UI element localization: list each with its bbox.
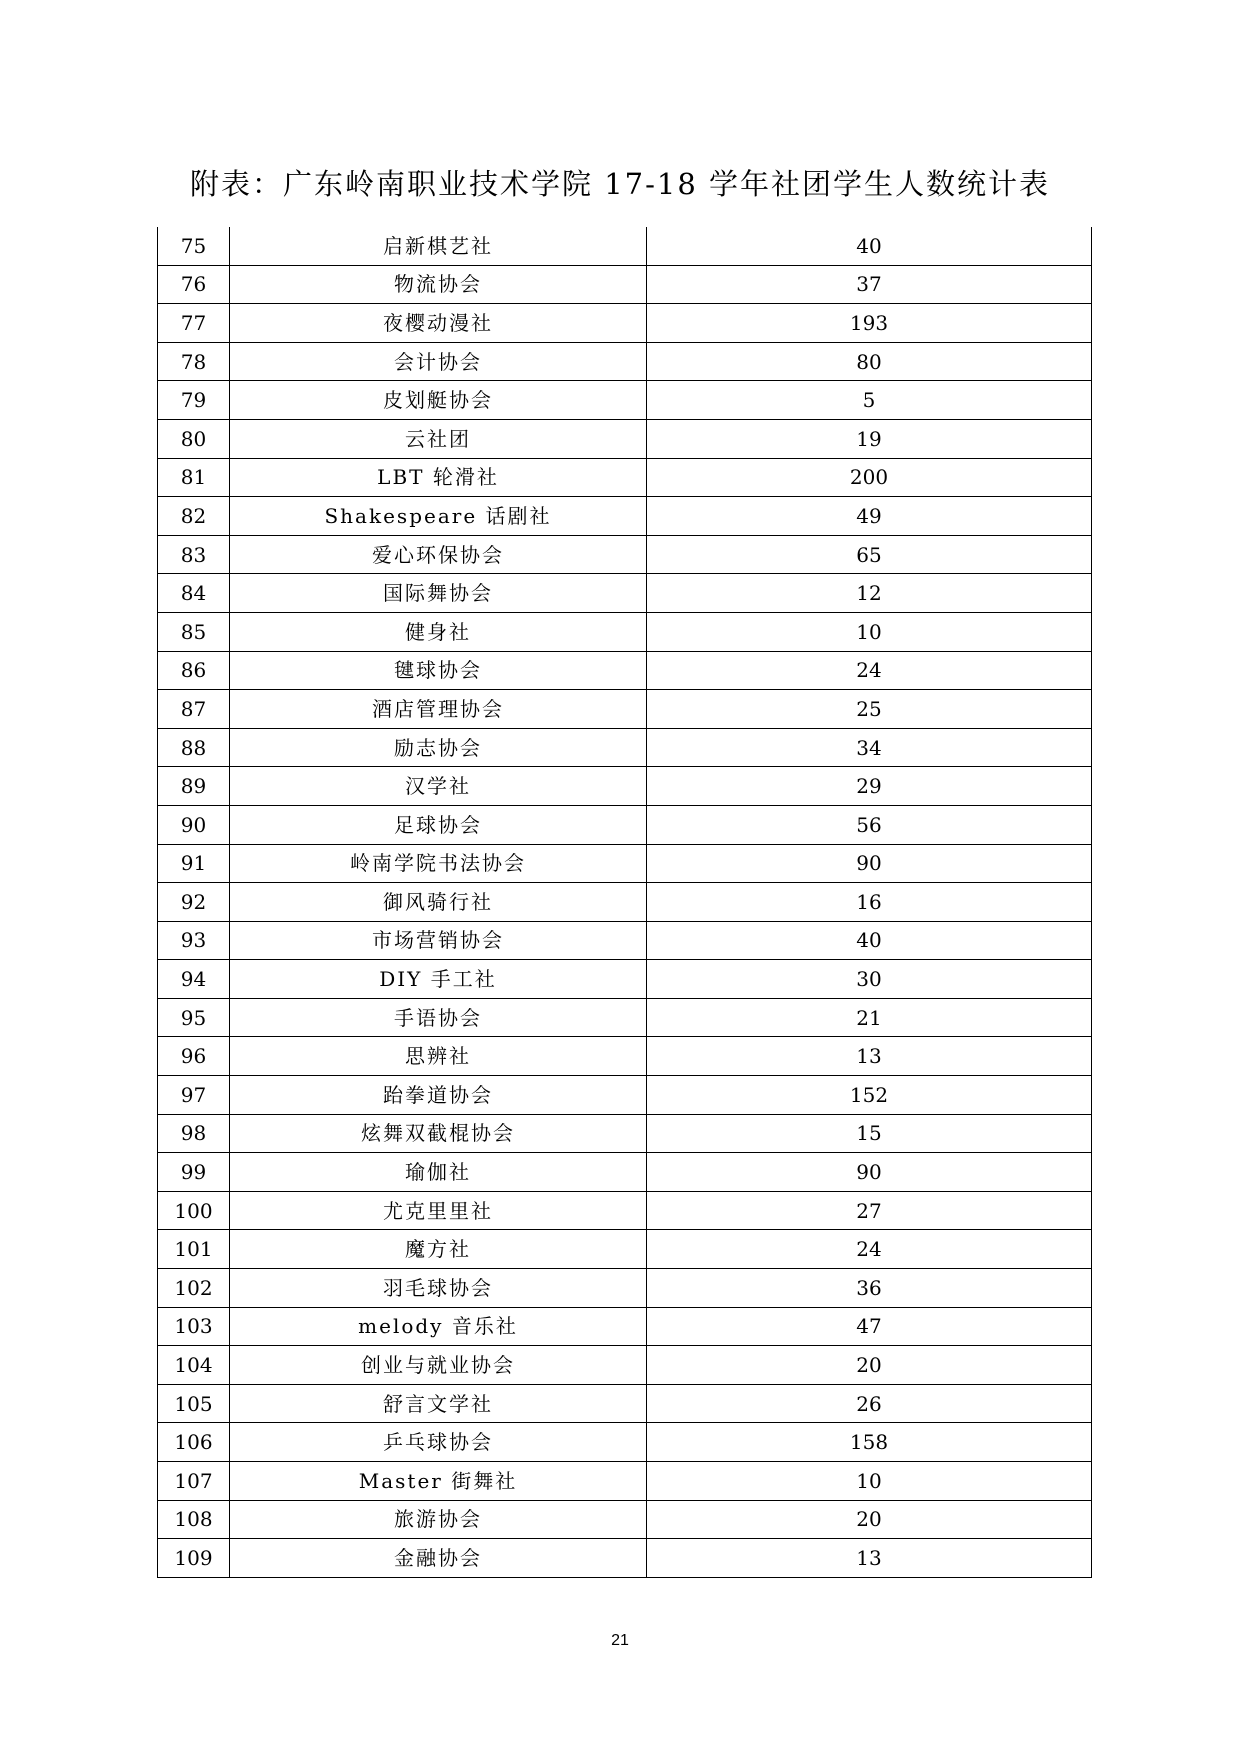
member-count-cell: 16 <box>647 883 1092 922</box>
club-name-cell: 国际舞协会 <box>230 574 647 613</box>
club-name-cell: 物流协会 <box>230 265 647 304</box>
club-name-cell: 旅游协会 <box>230 1500 647 1539</box>
member-count-cell: 47 <box>647 1307 1092 1346</box>
table-row <box>158 1384 1092 1423</box>
member-count-cell: 80 <box>647 342 1092 381</box>
table-row <box>158 767 1092 806</box>
club-name-cell: 羽毛球协会 <box>230 1269 647 1308</box>
page-number: 21 <box>611 1632 629 1649</box>
member-count-cell: 19 <box>647 419 1092 458</box>
club-name-cell: 尤克里里社 <box>230 1191 647 1230</box>
club-name-cell: 会计协会 <box>230 342 647 381</box>
member-count-cell: 40 <box>647 227 1092 265</box>
member-count-cell: 10 <box>647 1462 1092 1501</box>
table-row <box>158 1230 1092 1269</box>
club-name-cell: 健身社 <box>230 612 647 651</box>
club-name-cell: 夜樱动漫社 <box>230 304 647 343</box>
club-name-cell: 足球协会 <box>230 805 647 844</box>
table-row <box>158 458 1092 497</box>
page-title: 附表：广东岭南职业技术学院 17-18 学年社团学生人数统计表 <box>189 167 1051 201</box>
member-count-cell: 158 <box>647 1423 1092 1462</box>
row-number-cell: 88 <box>158 728 230 767</box>
table-row <box>158 883 1092 922</box>
table-row <box>158 805 1092 844</box>
club-name-cell: 汉学社 <box>230 767 647 806</box>
table-row <box>158 690 1092 729</box>
row-number-cell: 75 <box>158 227 230 265</box>
row-number-cell: 84 <box>158 574 230 613</box>
table-row <box>158 1037 1092 1076</box>
table-row <box>158 1307 1092 1346</box>
club-name-cell: 魔方社 <box>230 1230 647 1269</box>
member-count-cell: 25 <box>647 690 1092 729</box>
table-row <box>158 921 1092 960</box>
row-number-cell: 90 <box>158 805 230 844</box>
member-count-cell: 36 <box>647 1269 1092 1308</box>
table-row <box>158 998 1092 1037</box>
table-row <box>158 497 1092 536</box>
row-number-cell: 98 <box>158 1114 230 1153</box>
club-statistics-table <box>157 227 1092 1578</box>
member-count-cell: 5 <box>647 381 1092 420</box>
row-number-cell: 91 <box>158 844 230 883</box>
club-name-cell: 市场营销协会 <box>230 921 647 960</box>
row-number-cell: 79 <box>158 381 230 420</box>
table-row <box>158 1153 1092 1192</box>
row-number-cell: 76 <box>158 265 230 304</box>
club-name-cell: 毽球协会 <box>230 651 647 690</box>
table-row <box>158 1500 1092 1539</box>
table-row <box>158 1114 1092 1153</box>
row-number-cell: 81 <box>158 458 230 497</box>
table-row <box>158 227 1092 265</box>
row-number-cell: 82 <box>158 497 230 536</box>
member-count-cell: 30 <box>647 960 1092 999</box>
member-count-cell: 200 <box>647 458 1092 497</box>
row-number-cell: 94 <box>158 960 230 999</box>
member-count-cell: 34 <box>647 728 1092 767</box>
table-row <box>158 1423 1092 1462</box>
member-count-cell: 21 <box>647 998 1092 1037</box>
club-name-cell: 启新棋艺社 <box>230 227 647 265</box>
member-count-cell: 20 <box>647 1500 1092 1539</box>
member-count-cell: 27 <box>647 1191 1092 1230</box>
club-name-cell: 炫舞双截棍协会 <box>230 1114 647 1153</box>
row-number-cell: 87 <box>158 690 230 729</box>
row-number-cell: 83 <box>158 535 230 574</box>
row-number-cell: 105 <box>158 1384 230 1423</box>
table-row <box>158 265 1092 304</box>
member-count-cell: 56 <box>647 805 1092 844</box>
club-name-cell: 岭南学院书法协会 <box>230 844 647 883</box>
table-row <box>158 1269 1092 1308</box>
member-count-cell: 24 <box>647 1230 1092 1269</box>
table-row <box>158 419 1092 458</box>
table-row <box>158 535 1092 574</box>
row-number-cell: 78 <box>158 342 230 381</box>
club-name-cell: Master 街舞社 <box>230 1462 647 1501</box>
table-row <box>158 960 1092 999</box>
member-count-cell: 24 <box>647 651 1092 690</box>
row-number-cell: 86 <box>158 651 230 690</box>
row-number-cell: 97 <box>158 1076 230 1115</box>
table-row <box>158 574 1092 613</box>
table-row <box>158 1462 1092 1501</box>
table-row <box>158 844 1092 883</box>
member-count-cell: 26 <box>647 1384 1092 1423</box>
row-number-cell: 85 <box>158 612 230 651</box>
row-number-cell: 100 <box>158 1191 230 1230</box>
row-number-cell: 103 <box>158 1307 230 1346</box>
row-number-cell: 80 <box>158 419 230 458</box>
club-name-cell: Shakespeare 话剧社 <box>230 497 647 536</box>
table-row <box>158 1346 1092 1385</box>
club-name-cell: LBT 轮滑社 <box>230 458 647 497</box>
club-name-cell: 云社团 <box>230 419 647 458</box>
club-name-cell: 手语协会 <box>230 998 647 1037</box>
row-number-cell: 102 <box>158 1269 230 1308</box>
row-number-cell: 77 <box>158 304 230 343</box>
table-row <box>158 612 1092 651</box>
table-row <box>158 1076 1092 1115</box>
member-count-cell: 12 <box>647 574 1092 613</box>
table-row <box>158 381 1092 420</box>
table-body <box>158 227 1092 1577</box>
club-name-cell: 酒店管理协会 <box>230 690 647 729</box>
club-name-cell: 跆拳道协会 <box>230 1076 647 1115</box>
row-number-cell: 107 <box>158 1462 230 1501</box>
club-name-cell: 创业与就业协会 <box>230 1346 647 1385</box>
member-count-cell: 10 <box>647 612 1092 651</box>
row-number-cell: 93 <box>158 921 230 960</box>
table-row <box>158 651 1092 690</box>
row-number-cell: 92 <box>158 883 230 922</box>
row-number-cell: 108 <box>158 1500 230 1539</box>
member-count-cell: 13 <box>647 1539 1092 1578</box>
row-number-cell: 95 <box>158 998 230 1037</box>
row-number-cell: 96 <box>158 1037 230 1076</box>
club-name-cell: 瑜伽社 <box>230 1153 647 1192</box>
row-number-cell: 101 <box>158 1230 230 1269</box>
row-number-cell: 89 <box>158 767 230 806</box>
club-name-cell: 励志协会 <box>230 728 647 767</box>
member-count-cell: 90 <box>647 1153 1092 1192</box>
member-count-cell: 152 <box>647 1076 1092 1115</box>
club-name-cell: 皮划艇协会 <box>230 381 647 420</box>
table-row <box>158 1539 1092 1578</box>
club-name-cell: DIY 手工社 <box>230 960 647 999</box>
row-number-cell: 99 <box>158 1153 230 1192</box>
member-count-cell: 15 <box>647 1114 1092 1153</box>
member-count-cell: 49 <box>647 497 1092 536</box>
member-count-cell: 29 <box>647 767 1092 806</box>
member-count-cell: 13 <box>647 1037 1092 1076</box>
member-count-cell: 65 <box>647 535 1092 574</box>
member-count-cell: 40 <box>647 921 1092 960</box>
row-number-cell: 106 <box>158 1423 230 1462</box>
club-name-cell: 爱心环保协会 <box>230 535 647 574</box>
row-number-cell: 109 <box>158 1539 230 1578</box>
member-count-cell: 20 <box>647 1346 1092 1385</box>
club-name-cell: 金融协会 <box>230 1539 647 1578</box>
table-row <box>158 728 1092 767</box>
member-count-cell: 37 <box>647 265 1092 304</box>
member-count-cell: 193 <box>647 304 1092 343</box>
row-number-cell: 104 <box>158 1346 230 1385</box>
club-name-cell: 御风骑行社 <box>230 883 647 922</box>
club-name-cell: melody 音乐社 <box>230 1307 647 1346</box>
club-name-cell: 思辨社 <box>230 1037 647 1076</box>
club-name-cell: 乒乓球协会 <box>230 1423 647 1462</box>
club-name-cell: 舒言文学社 <box>230 1384 647 1423</box>
table-row <box>158 304 1092 343</box>
table-row <box>158 342 1092 381</box>
table-row <box>158 1191 1092 1230</box>
member-count-cell: 90 <box>647 844 1092 883</box>
